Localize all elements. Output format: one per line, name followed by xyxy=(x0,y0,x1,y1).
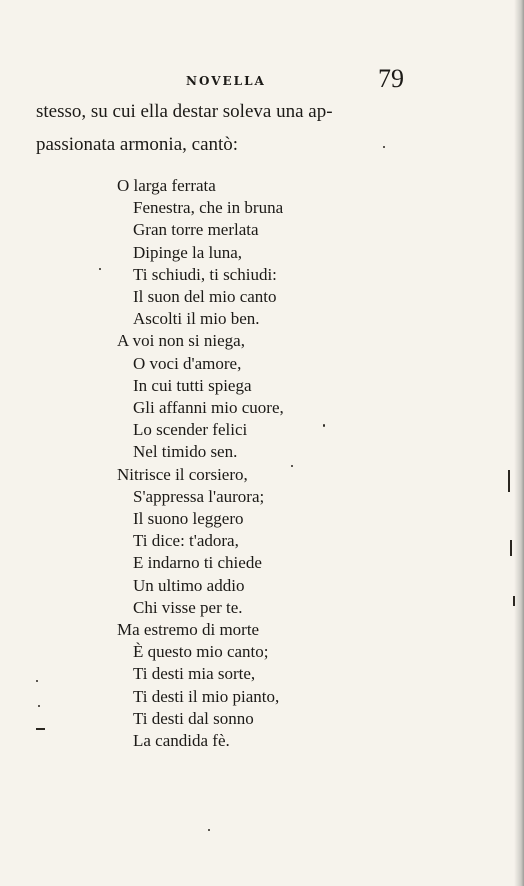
poem-line: Gran torre merlata xyxy=(133,220,259,240)
poem-line: La candida fè. xyxy=(133,731,230,751)
poem-line: Ti desti dal sonno xyxy=(133,708,254,728)
poem xyxy=(117,175,377,752)
poem-line: Ti dice: t'adora, xyxy=(133,531,239,551)
poem-line: Ti desti il mio pianto, xyxy=(133,686,280,706)
prose-line: passionata armonia, cantò: xyxy=(36,134,239,155)
running-title: NOVELLA xyxy=(186,74,266,88)
running-header xyxy=(0,64,524,98)
poem-line: Ti schiudi, ti schiudi: xyxy=(133,264,277,284)
margin-dash xyxy=(36,728,45,730)
poem-line: Un ultimo addio xyxy=(133,575,245,595)
margin-mark xyxy=(510,540,512,556)
poem-line: Lo scender felici xyxy=(133,420,248,440)
poem-line: Gli affanni mio cuore, xyxy=(133,398,284,418)
ink-speck xyxy=(36,680,38,682)
poem-line: Nel timido sen. xyxy=(133,442,238,462)
poem-line: S'appressa l'aurora; xyxy=(133,486,265,506)
ink-speck xyxy=(383,146,385,148)
poem-line: Fenestra, che in bruna xyxy=(133,198,284,218)
poem-line: Il suono leggero xyxy=(133,509,244,529)
poem-line: Ma estremo di morte xyxy=(117,620,260,640)
prose-line: stesso, su cui ella destar soleva una ap- xyxy=(36,101,333,122)
prose-paragraph xyxy=(36,95,486,161)
poem-line: Ti desti mia sorte, xyxy=(133,664,256,684)
poem-line: Chi visse per te. xyxy=(133,597,243,617)
margin-mark xyxy=(513,596,515,606)
ink-speck xyxy=(291,465,293,467)
ink-speck xyxy=(38,705,40,707)
poem-line: A voi non si niega, xyxy=(117,331,245,351)
poem-line: O larga ferrata xyxy=(117,176,216,195)
poem-line: È questo mio canto; xyxy=(133,642,269,662)
poem-line: In cui tutti spiega xyxy=(133,375,252,395)
page-number: 79 xyxy=(378,64,404,93)
poem-line: E indarno ti chiede xyxy=(133,553,262,573)
poem-line: Dipinge la luna, xyxy=(133,242,243,262)
poem-line: O voci d'amore, xyxy=(133,353,242,373)
page-edge-shadow xyxy=(514,0,524,886)
margin-mark xyxy=(508,470,510,492)
poem-line: Nitrisce il corsiero, xyxy=(117,464,248,484)
poem-line: Ascolti il mio ben. xyxy=(133,309,260,329)
poem-line: Il suon del mio canto xyxy=(133,287,277,307)
ink-speck xyxy=(99,268,101,270)
ink-speck xyxy=(208,829,210,831)
ink-speck xyxy=(323,424,325,427)
